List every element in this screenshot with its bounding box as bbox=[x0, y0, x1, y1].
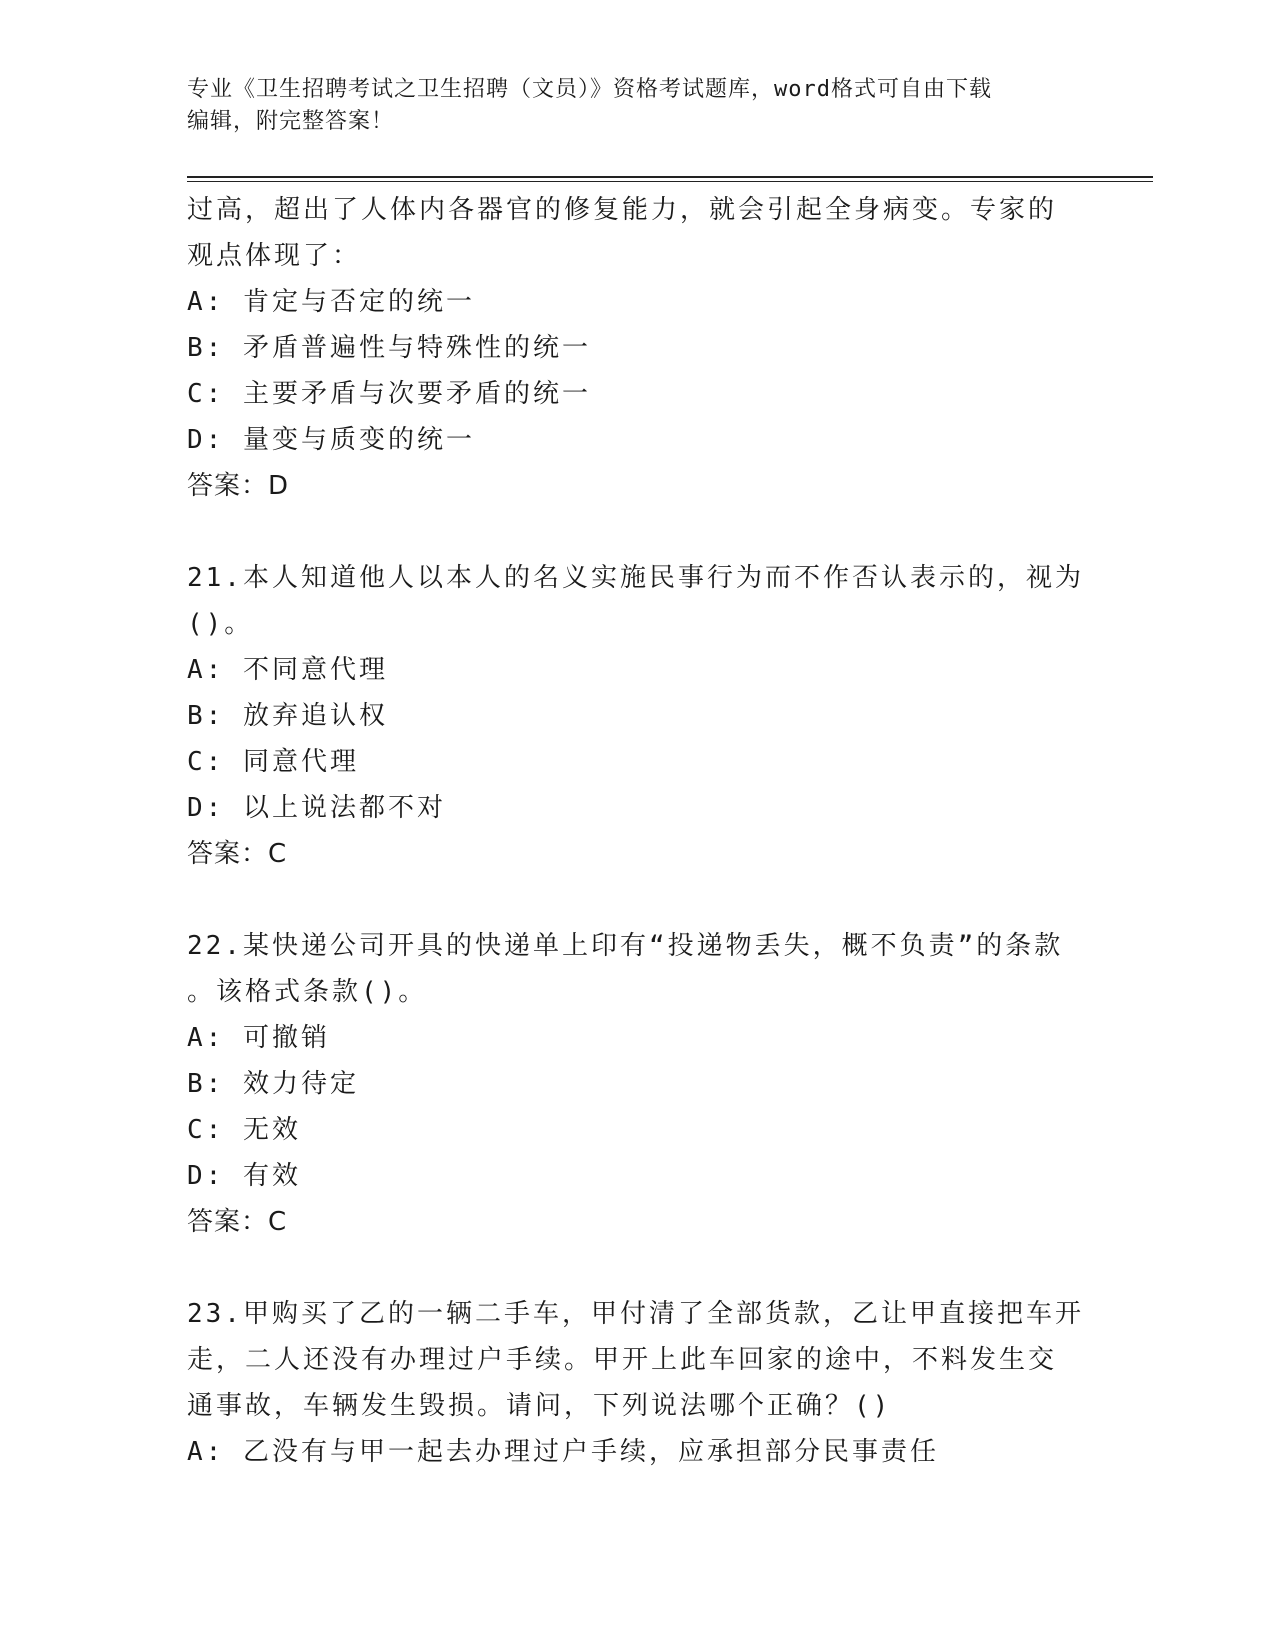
question-text: 过高，超出了人体内各器官的修复能力，就会引起全身病变。专家的 bbox=[187, 195, 1058, 225]
header-divider-thin bbox=[187, 181, 1153, 182]
option-c: C: 主要矛盾与次要矛盾的统一 bbox=[187, 379, 591, 409]
option-d: D: 有效 bbox=[187, 1161, 301, 1191]
answer: 答案：C bbox=[187, 1207, 288, 1237]
question-text: 。该格式条款()。 bbox=[187, 977, 428, 1007]
question-block bbox=[187, 555, 1087, 877]
spacer bbox=[187, 509, 1087, 555]
question-text: 观点体现了： bbox=[187, 241, 362, 271]
option-a: A: 不同意代理 bbox=[187, 655, 388, 685]
question-block bbox=[187, 1291, 1087, 1475]
question-block bbox=[187, 923, 1087, 1245]
question-text: 通事故，车辆发生毁损。请问，下列说法哪个正确？() bbox=[187, 1391, 892, 1421]
option-d: D: 以上说法都不对 bbox=[187, 793, 446, 823]
header-line-2: 编辑，附完整答案！ bbox=[187, 109, 395, 134]
page-header bbox=[187, 74, 1067, 138]
option-a: A: 肯定与否定的统一 bbox=[187, 287, 475, 317]
question-text: ()。 bbox=[187, 609, 254, 639]
spacer bbox=[187, 877, 1087, 923]
answer: 答案：C bbox=[187, 839, 288, 869]
header-divider-thick bbox=[187, 176, 1153, 178]
option-b: B: 矛盾普遍性与特殊性的统一 bbox=[187, 333, 591, 363]
option-d: D: 量变与质变的统一 bbox=[187, 425, 475, 455]
question-text: 23.甲购买了乙的一辆二手车，甲付清了全部货款，乙让甲直接把车开 bbox=[187, 1299, 1084, 1329]
option-a: A: 可撤销 bbox=[187, 1023, 330, 1053]
option-b: B: 放弃追认权 bbox=[187, 701, 388, 731]
option-b: B: 效力待定 bbox=[187, 1069, 359, 1099]
spacer bbox=[187, 1245, 1087, 1291]
answer: 答案：D bbox=[187, 471, 290, 501]
question-text: 走，二人还没有办理过户手续。甲开上此车回家的途中，不料发生交 bbox=[187, 1345, 1058, 1375]
question-block bbox=[187, 187, 1087, 509]
question-content bbox=[187, 187, 1087, 1475]
option-c: C: 同意代理 bbox=[187, 747, 359, 777]
header-line-1: 专业《卫生招聘考试之卫生招聘（文员）》资格考试题库，word格式可自由下载 bbox=[187, 77, 992, 102]
question-text: 22.某快递公司开具的快递单上印有“投递物丢失，概不负责”的条款 bbox=[187, 931, 1064, 961]
option-a: A: 乙没有与甲一起去办理过户手续，应承担部分民事责任 bbox=[187, 1437, 939, 1467]
option-c: C: 无效 bbox=[187, 1115, 301, 1145]
question-text: 21.本人知道他人以本人的名义实施民事行为而不作否认表示的，视为 bbox=[187, 563, 1084, 593]
